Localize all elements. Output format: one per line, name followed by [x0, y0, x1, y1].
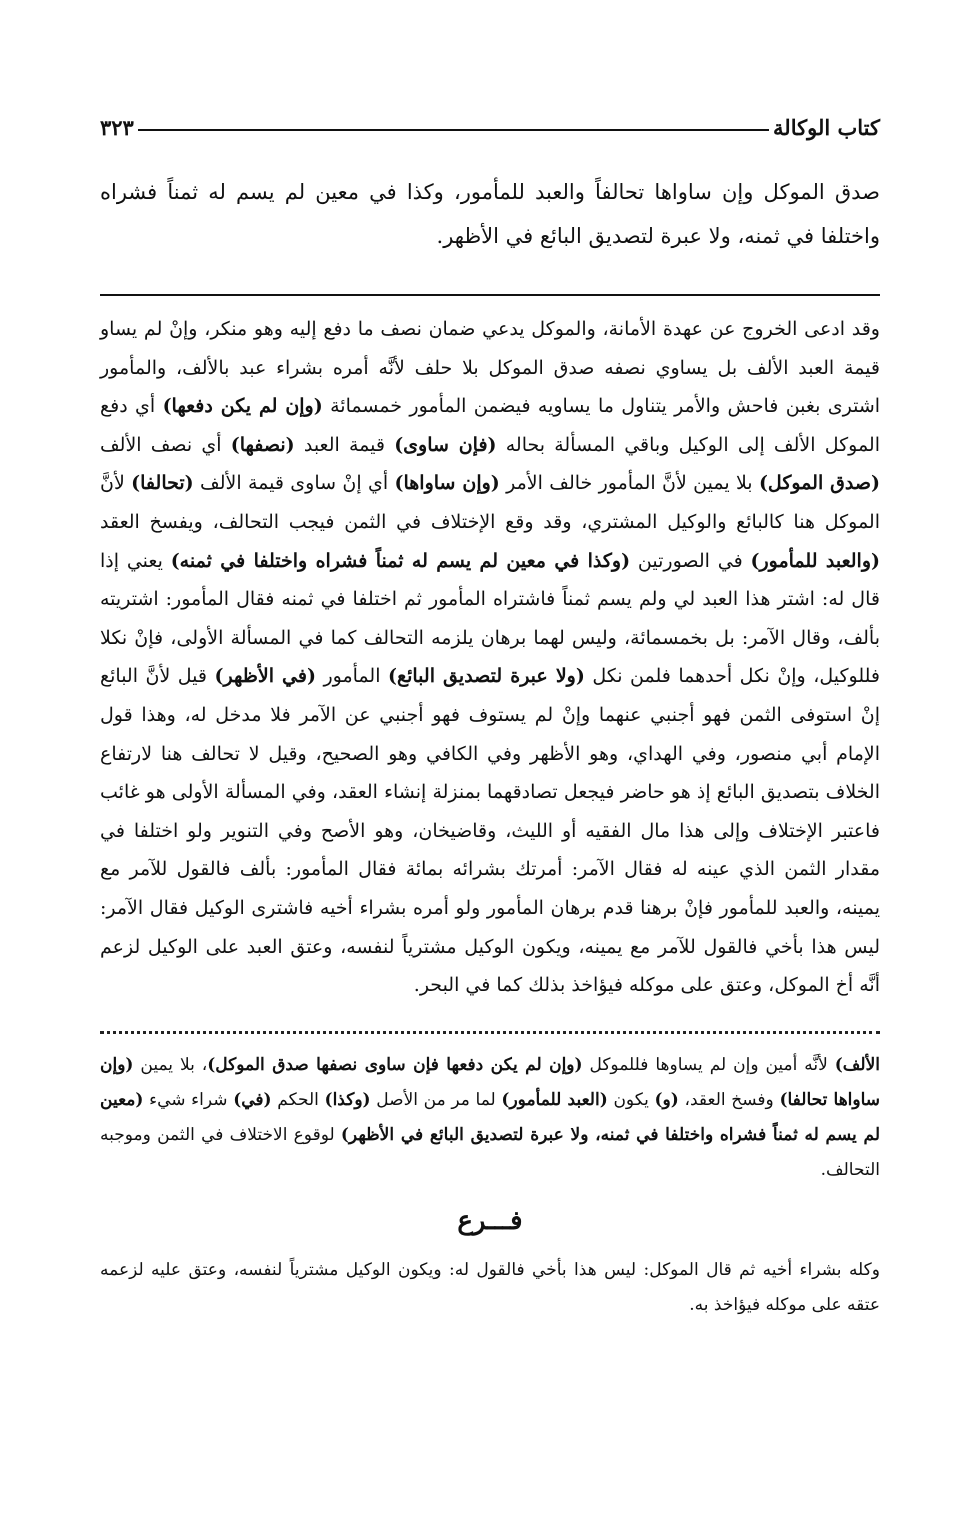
sharh-commentary — [100, 310, 880, 1005]
chapter-title: كتاب الوكالة — [773, 114, 880, 140]
sharh-quote: (ولا عبرة لتصديق البائع) — [388, 665, 585, 688]
sharh-segment: في الصورتين — [630, 549, 751, 572]
sharh-quote: (في الأظهر) — [214, 665, 316, 688]
sharh-quote: (والعبد للمأمور) — [750, 549, 880, 572]
far-text: وكله بشراء أخيه ثم قال الموكل: ليس هذا بأخي فالقول له: ويكون الوكيل مشترياً لنفسه، وعتق عليه لزعمه عتقه على موكله فيؤاخذ به. — [100, 1259, 880, 1315]
running-header — [100, 108, 880, 146]
sharh-quote: (وإن ساواها) — [394, 472, 500, 495]
sharh-quote: (صدق الموكل) — [758, 472, 880, 495]
footnote-segment: وفسخ العقد، — [678, 1089, 780, 1110]
sharh-quote: (وإن لم يكن دفعها) — [162, 395, 323, 418]
footnote-quote: (وإن ساواها تحالفا) — [100, 1054, 881, 1110]
sharh-quote: (فإن ساوى) — [394, 433, 497, 456]
far-heading: فـــرع — [457, 1205, 523, 1236]
footnote-quote: (العبد للمأمور) — [501, 1089, 608, 1110]
footnote-quote: (معين لم يسم له ثمناً فشراه واختلفا في ثمنه، ولا عبرة لتصديق البائع في الأظهر) — [100, 1089, 880, 1145]
footnote-quote: الألف) — [834, 1054, 880, 1075]
footnote-quote: (في) — [233, 1089, 272, 1110]
header-rule — [138, 129, 769, 131]
footnote-segment: ، بلا يمين — [133, 1054, 208, 1075]
sharh-quote: (وكذا في معين لم يسم له ثمناً فشراه واختلفا في ثمنه) — [170, 549, 631, 572]
sharh-quote: (نصفها) — [230, 433, 295, 456]
sharh-segment: أي دفع الموكل الألف إلى الوكيل وباقي المسألة بحاله — [100, 395, 880, 456]
sharh-segment: يعني إذا قال له: اشتر هذا العبد لي ولم يسم ثمناً فاشتراه المأمور ثم اختلفا في ثمنه فقال المأمور: اشتريته بألف، وقال الآمر: بل بخمسمائة، وليس لهما برهان يلزمه التحالف كما في المسألة الأولى، فإنْ نكلا فللوكيل، وإنْ نكل أحدهما فلمن نكل — [100, 549, 881, 688]
sharh-segment: بلا يمين لأنَّ المأمور خالف الأمر — [499, 472, 759, 495]
sharh-quote: (تحالفا) — [131, 472, 194, 495]
sharh-segment: قيمة العبد — [294, 433, 395, 456]
footnote-segment: لأنَّه أمين وإن لم يساوها فللموكل — [582, 1054, 835, 1075]
sharh-segment: المأمور — [315, 665, 388, 688]
footnote-segment: لوقوع الاختلاف في الثمن وموجبه التحالف. — [100, 1124, 880, 1180]
sharh-segment: قيل لأنَّ البائع إنْ استوفى الثمن فهو أجنبي عنهما وإنْ لم يستوف فهو أجنبي عن الآمر فلا مدخل له، وهذا قول الإمام أبي منصور، وفي الهداي، وهو الأظهر وفي الكافي وهو الصحيح، وقيل لا تحالف هنا لارتفاع الخلاف بتصديق البائع إذ هو حاضر فيجعل تصادقهما بمنزلة إنشاء العقد، وفي المسألة الأولى هو غائب فاعتبر الإختلاف وإلى هذا مال الفقيه أو الليث، وقاضيخان، وهو الأصح وفي التنوير ولو اختلفا في مقدار الثمن الذي عينه له فقال الآمر: أمرتك بشرائه بمائة فقال المأمور: بألف فالقول للآمر مع يمينه، والعبد للمأمور فإنْ برهنا قدم برهان المأمور ولو أمره بشراء أخيه فاشترى الوكيل فقال الآمر: ليس هذا بأخي فالقول للآمر مع يمينه، ويكون الوكيل مشترياً لنفسه، وعتق العبد على الوكيل لزعم أنَّه أخ الموكل، وعتق على موكله فيؤاخذ بذلك كما في البحر. — [100, 665, 880, 997]
footnote-segment: يكون — [607, 1089, 655, 1110]
sharh-segment: وقد ادعى الخروج عن عهدة الأمانة، والموكل يدعي ضمان نصف ما دفع إليه وهو منكر، وإنْ لم يساو قيمة العبد الألف بل يساوي نصفه صدق الموكل بلا حلف لأنَّه أمره بشراء عبد بالألف، والمأمور اشترى بغبن فاحش والأمر يتناول ما يساويه فيضمن المأمور خمسمائة — [100, 318, 881, 418]
footnote-quote: (و) — [654, 1089, 679, 1110]
matn-text: صدق الموكل وإن ساواها تحالفاً والعبد للمأمور، وكذا في معين لم يسم له ثمناً فشراه واختلفا في ثمنه، ولا عبرة لتصديق البائع في الأظهر. — [100, 180, 880, 248]
sharh-segment: أي نصف الألف — [100, 433, 231, 456]
footnote-divider — [100, 1031, 880, 1034]
footnote-segment: شراء شيء — [143, 1089, 234, 1110]
footnote-segment: لما مر من الأصل — [370, 1089, 502, 1110]
matn-divider — [100, 294, 880, 296]
footnote-segment: الحكم — [271, 1089, 325, 1110]
book-page — [100, 108, 880, 1340]
sharh-segment: لأنَّ الموكل هنا كالبائع والوكيل المشتري، وقد وقع الإختلاف في الثمن فيجب التحالف، ويفسخ العقد — [100, 472, 880, 533]
page-number: ٣٢٣ — [100, 114, 134, 140]
footnote-quote: (وإن لم يكن دفعها فإن ساوى نصفها صدق الموكل) — [207, 1054, 583, 1075]
footnote-commentary — [100, 1048, 880, 1188]
sharh-segment: أي إنْ ساوى قيمة الألف — [193, 472, 395, 495]
footnote-quote: (وكذا) — [324, 1089, 371, 1110]
